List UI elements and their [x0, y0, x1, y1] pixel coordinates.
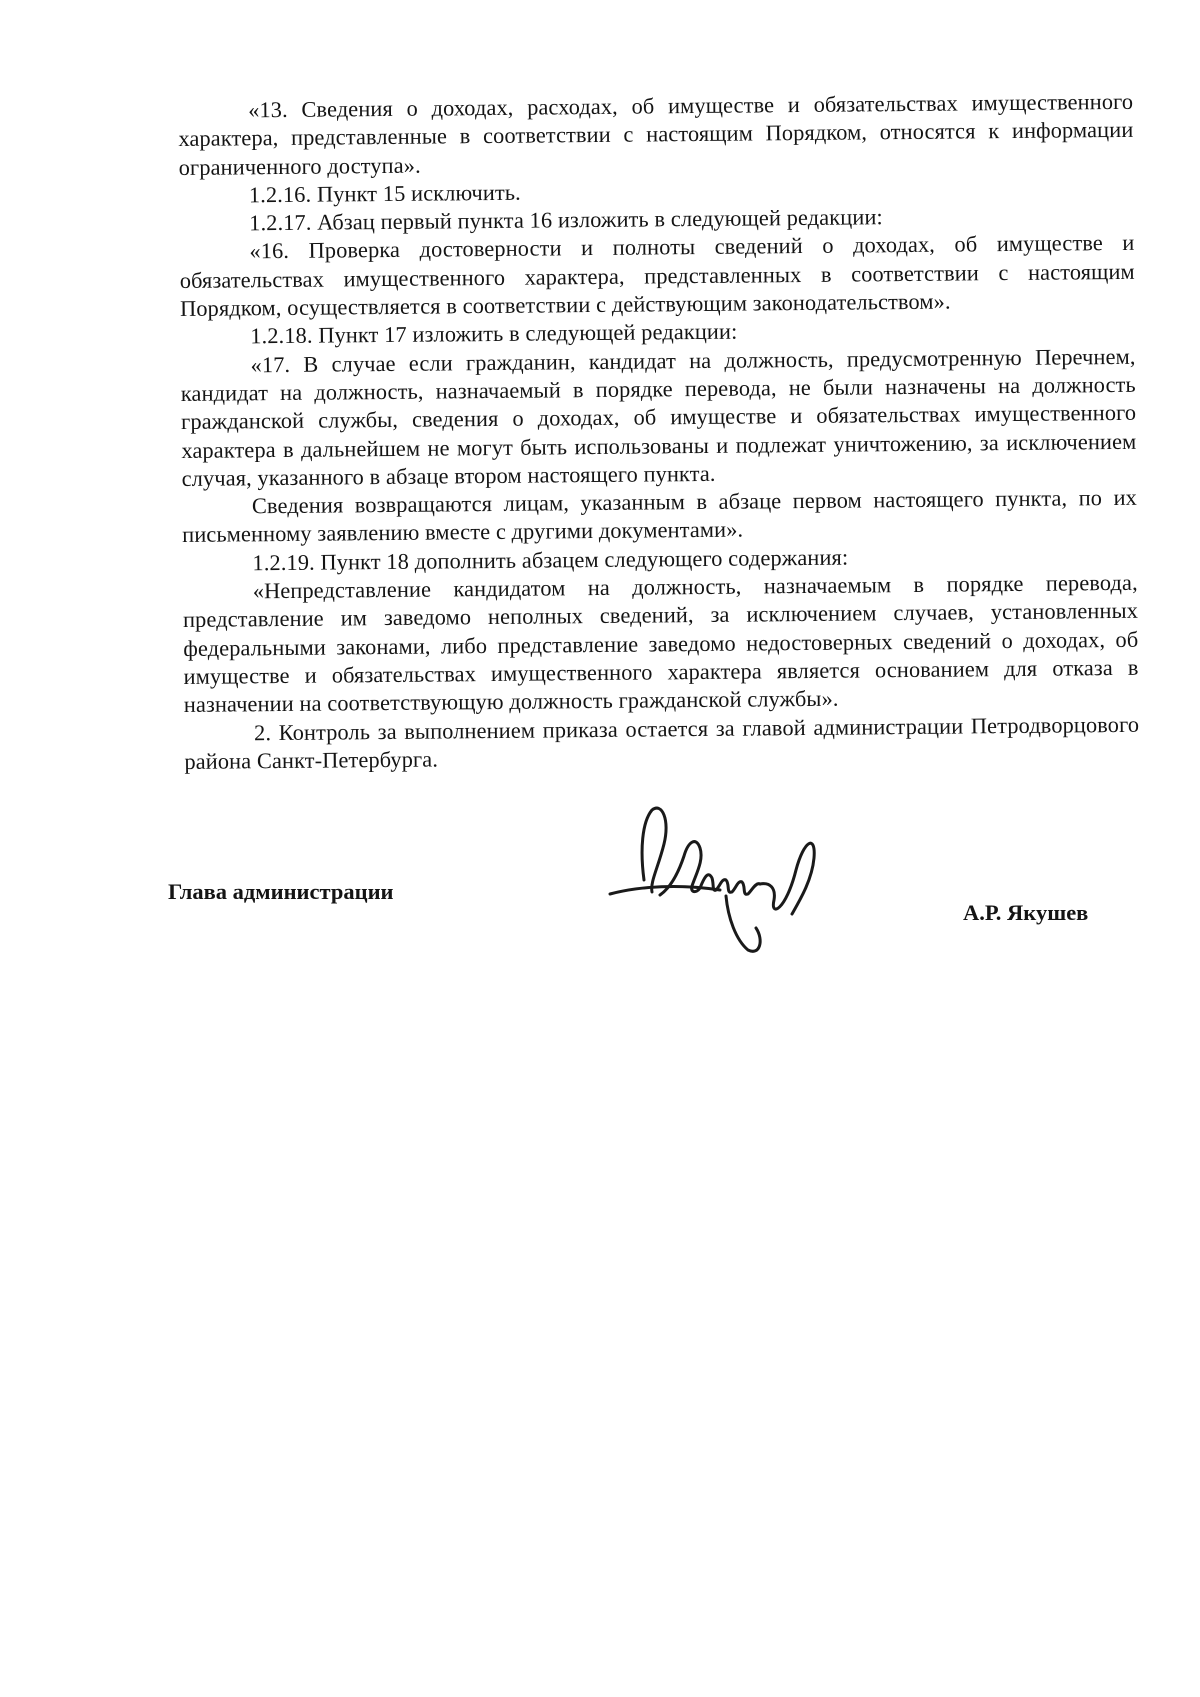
paragraph-1-2-17: 1.2.17. Абзац первый пункта 16 изложить в следующей редакции: — [249, 204, 883, 236]
paragraph-item-13-confidentiality: «13. Сведения о доходах, расходах, об имуществе и обязательствах имущественного характера, представленные в соответствии с настоящим Порядком, относятся к информации ограниченного доступа». — [178, 88, 1134, 180]
document-body — [178, 88, 1139, 776]
paragraph-control-clause: 2. Контроль за выполнением приказа остается за главой администрации Петродворцового района Санкт-Петербурга. — [184, 711, 1140, 774]
signatory-title: Глава администрации — [168, 879, 394, 904]
paragraph-1-2-16: 1.2.16. Пункт 15 исключить. — [248, 179, 521, 208]
signatory-name: А.Р. Якушев — [963, 900, 1089, 925]
paragraph-item-16-verification: «16. Проверка достоверности и полноты сведений о доходах, об имуществе и обязательствах имущественного характера, представленных в соответствии с настоящим Порядком, осуществляется в соответствии с действующим законодательством». — [179, 230, 1135, 322]
paragraph-item-17-destruction: «17. В случае если гражданин, кандидат на должность, предусмотренную Перечнем, кандидат на должность, назначаемый в порядке перевода, не были назначены на должность гражданской службы, сведения о доходах, об имуществе и обязательствах имущественного характера в дальнейшем не могут быть использованы и подлежат уничтожению, за исключением случая, указанного в абзаце втором настоящего пункта. — [180, 343, 1137, 491]
paragraph-1-2-18: 1.2.18. Пункт 17 изложить в следующей редакции: — [250, 319, 738, 349]
paragraph-return-of-information: Сведения возвращаются лицам, указанным в абзаце первом настоящего пункта, по их письменному заявлению вместе с другими документами». — [182, 484, 1138, 548]
paragraph-1-2-19: 1.2.19. Пункт 18 дополнить абзацем следующего содержания: — [252, 544, 849, 576]
handwritten-signature — [600, 800, 840, 970]
paragraph-item-18-non-submission: «Непредставление кандидатом на должность, назначаемым в порядке перевода, представление им заведомо неполных сведений, за исключением случаев, установленных федеральными законами, либо представление заведомо недостоверных сведений о доходах, об имуществе и обязательствах имущественного характера является основанием для отказа в назначении на соответствующую должность гражданской службы». — [182, 569, 1139, 718]
